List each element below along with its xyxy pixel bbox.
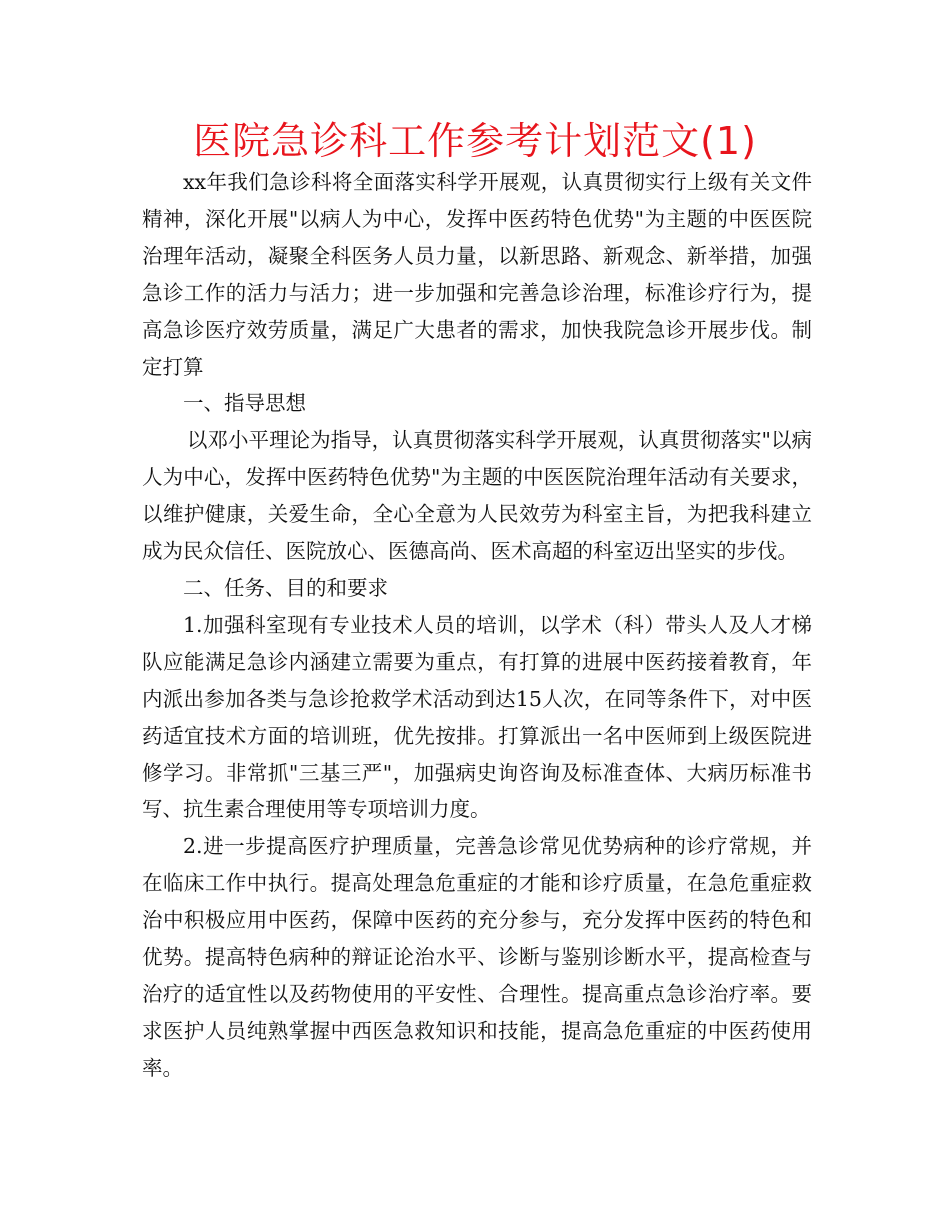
task-item-1-paragraph: 1.加强科室现有专业技术人员的培训，以学术（科）带头人及人才梯队应能满足急诊内涵建立需要为重点，有打算的进展中医药接着教育，年内派出参加各类与急诊抢救学术活动到达15人次，在同等条件下，对中医药适宜技术方面的培训班，优先按排。打算派出一名中医师到上级医院进修学习。非常抓"三基三严"，加强病史询咨询及标准查体、大病历标准书写、抗生素合理使用等专项培训力度。 — [142, 612, 812, 822]
document-title: 医院急诊科工作参考计划范文(1) — [193, 119, 757, 163]
task-item-2-paragraph: 2.进一步提高医疗护理质量，完善急诊常见优势病种的诊疗常规，并在临床工作中执行。提高处理急危重症的才能和诊疗质量，在急危重症救治中积极应用中医药，保障中医药的充分参与，充分发挥中医药的特色和优势。提高特色病种的辩证论治水平、诊断与鉴别诊断水平，提高检查与治疗的适宜性以及药物使用的平安性、合理性。提高重点急诊治疗率。要求医护人员纯熟掌握中西医急救知识和技能，提高急危重症的中医药使用率。 — [142, 834, 812, 1080]
section-heading-tasks: 二、任务、目的和要求 — [183, 575, 388, 600]
document-body — [142, 164, 812, 1087]
guiding-ideology-paragraph: 以邓小平理论为指导，认真贯彻落实科学开展观，认真贯彻落实"以病人为中心，发挥中医药特色优势"为主题的中医医院治理年活动有关要求，以维护健康，关爱生命，全心全意为人民效劳为科室主旨，为把我科建立成为民众信任、医院放心、医德高尚、医术高超的科室迈出坚实的步伐。 — [142, 428, 812, 564]
section-heading-guiding-ideology: 一、指导思想 — [183, 391, 306, 416]
intro-paragraph: xx年我们急诊科将全面落实科学开展观，认真贯彻实行上级有关文件精神，深化开展"以病人为中心，发挥中医药特色优势"为主题的中医医院治理年活动，凝聚全科医务人员力量，以新思路、新观念、新举措，加强急诊工作的活力与活力；进一步加强和完善急诊治理，标准诊疗行为，提高急诊医疗效劳质量，满足广大患者的需求，加快我院急诊开展步伐。制定打算 — [142, 170, 812, 379]
